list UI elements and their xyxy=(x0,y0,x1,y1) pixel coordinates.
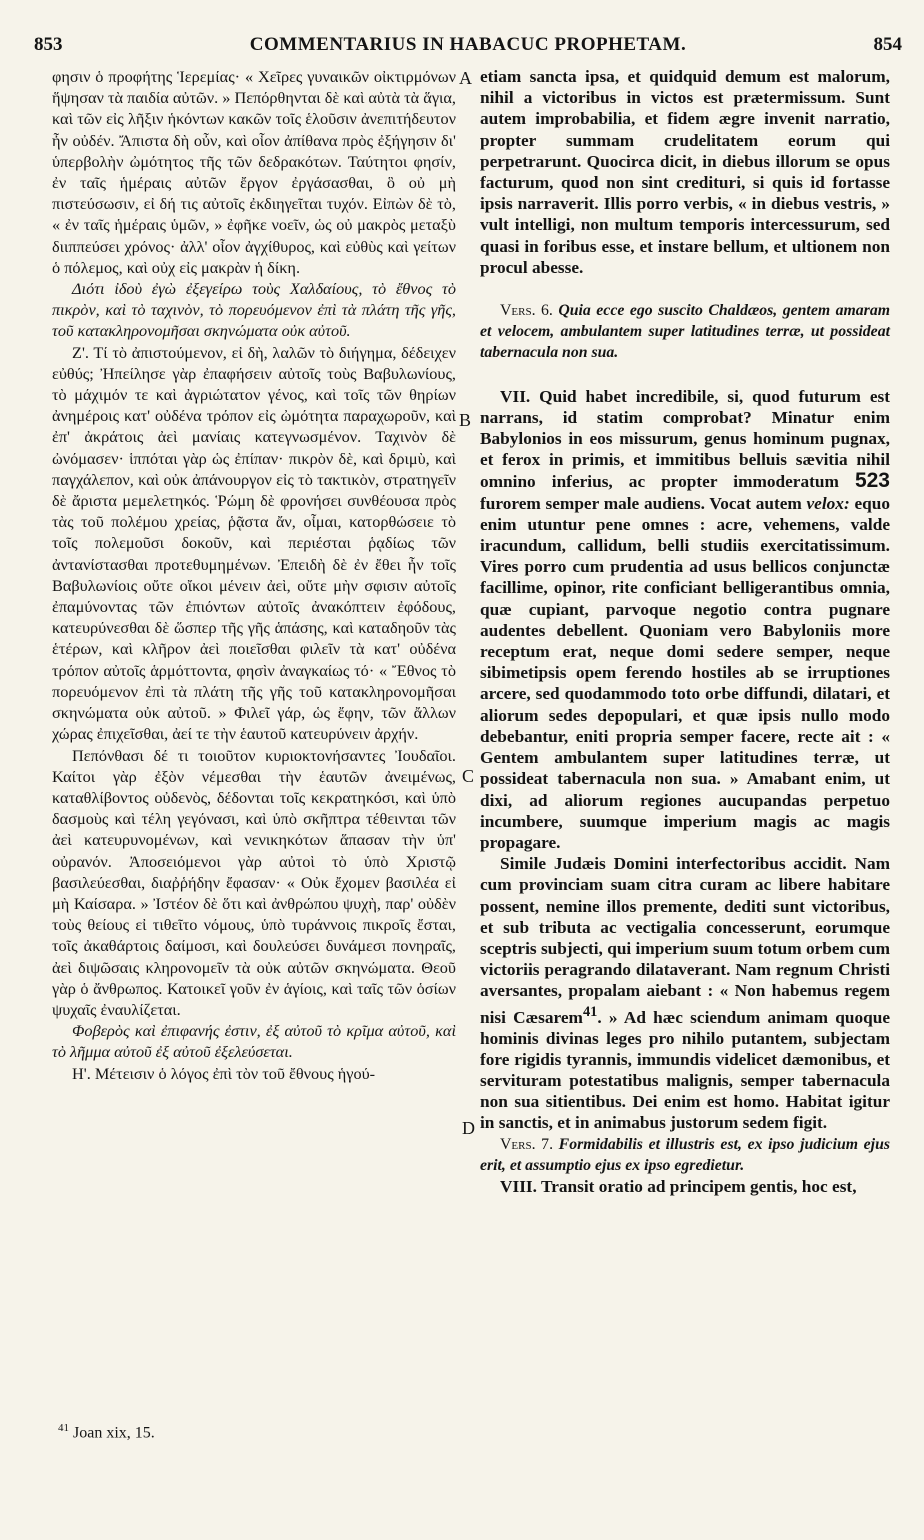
page-number-right: 854 xyxy=(873,34,902,55)
margin-marker-b: B xyxy=(459,410,472,430)
latin-text: . » Ad hæc sciendum animam quoque hominis divinas leges pro nihilo putantem, subjectam fore rigidis tyrannis, immundis videlicet dæmonibus, et servituram potestatibus malignis, semper tabernacula non sua sitientibus. Dei enim est homo. Habitat igitur in sanctis, et in animabus justorum sedem figit. xyxy=(480,1007,890,1133)
greek-paragraph: Η'. Μέτεισιν ὁ λόγος ἐπὶ τὸν τοῦ ἔθνους ἡγού- xyxy=(72,1063,376,1083)
latin-paragraph xyxy=(480,853,890,1133)
page-header xyxy=(34,34,902,64)
verse-label: Vers. 6. xyxy=(500,302,553,320)
greek-paragraph: Πεπόνθασι δέ τι τοιοῦτον κυριοκτονήσαντες Ἰουδαῖοι. Καίτοι γὰρ ἐξὸν νέμεσθαι τὴν ἑαυτῶν ἀνειμένως, καταθλίβοντος οὐδενὸς, δέδονται τοῖς κεκρατηκόσι, καὶ ὑπὸ δασμοὺς καὶ τέλη γεγόνασι, καὶ ὑπὸ σκῆπτρα τέθεινται τῶν ἀεὶ κατευρυνομένων, καὶ νενικηκότων ἅπασαν τὴν ὑπ' οὐρανόν. Ἀποσειόμενοι γὰρ αὐτοὶ τὸ ὑπὸ Χριστῷ βασιλεύεσθαι, διαῤῥήδην ἔφασαν· « Οὐκ ἔχομεν βασιλέα εἰ μὴ Καίσαρα. » Ἰστέον δὲ ὅτι καὶ ἀνθρώπου ψυχὴ, παρ' οὐδὲν τοὺς θείους εἰ τιθεῖτο νόμους, ὑπὸ τυράννοις πικροῖς ἔσται, τοῖς ἀκαθάρτοις δαίμοσι, καὶ δουλεύσει δυνάμεσι πονηραῖς, ἀεὶ διψῶσαις κληρονομεῖν τὰ οὐκ αὐτῶν σκηνώματα. Θεοῦ γὰρ ὁ ἄνθρωπος. Κατοικεῖ γοῦν ἐν ἁγίοις, καὶ ταῖς τῶν ὁσίων ψυχαῖς ἐναυλίζεται. xyxy=(52,745,456,1019)
latin-paragraph: VIII. Transit oratio ad principem gentis, hoc est, xyxy=(500,1176,857,1196)
latin-column xyxy=(480,66,890,1197)
greek-verse-6: Διότι ἰδοὺ ἐγὼ ἐξεγείρω τοὺς Χαλδαίους, τὸ ἔθνος τὸ πικρὸν, καὶ τὸ ταχινὸν, τὸ πορευόμενον ἐπὶ τὰ πλάτη τῆς γῆς, τοῦ κατακληρονομῆσαι σκηνώματα οὐκ αὐτοῦ. xyxy=(52,279,456,341)
running-title: COMMENTARIUS IN HABACUC PROPHETAM. xyxy=(249,34,687,55)
latin-italic-word: velox: xyxy=(806,493,850,513)
greek-paragraph: φησιν ὁ προφήτης Ἱερεμίας· « Χεῖρες γυναικῶν οἰκτιρμόνων ἥψησαν τὰ παιδία αὐτῶν. » Πεπόρθηνται δὲ καὶ αὐτὰ τὰ ἅγια, καὶ τῶν εἰς λῆξιν ἡκόντων κακῶν τοῖς ἑλοῦσιν ἀνεπιτήδευτον ἦν οὐδέν. Ἄπιστα δὴ οὖν, καὶ οἷον ἀπίθανα πρὸς ἐξήγησιν δι' ὑπερβολὴν ὠμότητος τῆς τῶν δεδρακότων. Ταύτητοι φησίν, ἐν ταῖς ἡμέραις αὐτῶν ἔργον ἐργάσασθαι, ὃ οὐ μὴ πιστεύσωσιν, εἰ δή τις αὐτοῖς ἐκδιηγεῖται τυχόν. Εἰπὼν δὲ τὸ, « ἐν ταῖς ἡμέραις ὑμῶν, » ἐφῆκε νοεῖν, ὡς οὐ μακρὸς μεταξὺ διιππεύσει χρόνος· ἀλλ' οἷον ἀγχίθυρος, καὶ εὐθὺς καὶ γείτων ὁ πόλεμος, καὶ οὐχ εἰς μακρὰν ἡ δίκη. xyxy=(52,67,456,277)
latin-paragraph xyxy=(480,386,890,853)
latin-text: VII. Quid habet incredibile, si, quod futurum est narrans, id statim comprobat? Minatur enim Babylonios in eos missurum, genus hominum pugnax, et ferox in primis, et immitibus belluis sævitia nihil omnino inferius, ac propter immoderatum xyxy=(480,386,890,492)
footnote-text: Joan xix, 15. xyxy=(73,1424,155,1442)
footnote xyxy=(58,1422,155,1442)
verse-label: Vers. 7. xyxy=(500,1135,554,1153)
margin-marker-a: A xyxy=(459,68,472,88)
latin-verse-6 xyxy=(480,300,890,364)
latin-verse-7 xyxy=(480,1134,890,1176)
page-number-left: 853 xyxy=(34,34,63,55)
greek-verse-7: Φοβερὸς καὶ ἐπιφανής ἐστιν, ἐξ αὐτοῦ τὸ κρῖμα αὐτοῦ, καὶ τὸ λῆμμα αὐτοῦ ἐξ αὐτοῦ ἐξελεύσεται. xyxy=(52,1021,456,1062)
footnote-number: 41 xyxy=(58,1422,69,1434)
margin-marker-c: C xyxy=(462,766,475,786)
latin-paragraph: etiam sancta ipsa, et quidquid demum est malorum, nihil a victoribus in victos est prætermissum. Sunt autem improbabilia, et fidem ægre invenit narratio, propter summam crudelitatem eorum qui perpetrarunt. Quocirca dicit, in diebus illorum se opus facturum, quod non sint credituri, si quis id fortasse ipsis narraverit. Illis porro verbis, « in diebus vestris, » vult intelligi, non multum temporis intercessurum, sed quasi in foribus esse, et instare bellum, et ultionem non procul abesse. xyxy=(480,67,890,277)
latin-text: furorem semper male audiens. Vocat autem xyxy=(480,493,802,513)
footnote-ref: 41 xyxy=(582,1003,598,1020)
column-number: 523 xyxy=(854,469,890,493)
verse-text: Formidabilis et illustris est, ex ipso judicium ejus erit, et assumptio ejus ex ipso egredietur. xyxy=(480,1135,891,1174)
latin-text: Simile Judæis Domini interfectoribus accidit. Nam cum provinciam suam citra curam ac libere habitare possent, nemine illos premente, dediti sunt victoribus, et sub tributa ac vectigalia concesserunt, eorumque sceptris subjecti, qui imperium suum totum orbem cum victoriis peragrando dilataverant. Nam regnum Christi aversantes, propalam aiebant : « Non habemus regem nisi Cæsarem xyxy=(480,854,890,1027)
margin-marker-d: D xyxy=(462,1118,475,1138)
greek-column xyxy=(52,66,456,1084)
greek-paragraph: Ζ'. Τί τὸ ἀπιστούμενον, εἰ δὴ, λαλῶν τὸ διήγημα, δέδειχεν εὐθύς; Ἠπείλησε γὰρ ἐπαφήσειν αὐτοῖς τοὺς Βαβυλωνίους, τὸ μάχιμόν τε καὶ ἀγριώτατον γένος, καὶ τοῖς τῶν θηρίων ἀνημέροις κατ' οὐδένα τρόπον εἰς ὠμότητα παραχωροῦν, καὶ ἐπ' ἀκράτοις ἀεὶ μανίαις κατεγνωσμένον. Ταχινὸν δὲ ὠνόμασεν· ἱππόται γὰρ ὡς ἐπίπαν· πικρὸν δὲ, καὶ δριμὺ, καὶ παγχάλεπον, καὶ οὐκ ἀπάνουργον εἰς τὸ τακτικὸν, στρατηγεῖν δὲ ἄριστα μεμελετηκός. Ῥώμη δὲ φρονήσει συνθέουσα πρὸς τὰς τοῦ πολέμου χρείας, ῥᾷστα ἄν, οἶμαι, κατορθώσειε τὸ τοῖς πολεμοῦσι δοκοῦν, καὶ περιέσται ῥᾳδίως τῶν ἀντανίστασθαι προτεθυμημένων. Ἐπειδὴ δὲ ἐν ἔθει ἦν τοῖς Βαβυλωνίοις οὔτε οἴκοι μένειν ἀεὶ, οὔτε μὴν σφισιν αὐτοῖς ἐπαμύνοντας τῶν ἐπιόντων αὐτοῖς ἀνακόπτειν ἐφόδους, κατευρύνεσθαι δὲ ὥσπερ τῆς γῆς ἁπάσης, καὶ καταδηοῦν τὰς ἑτέρων, καὶ κλῆρον ἀεὶ ποιεῖσθαι φιλεῖν τὰ κατ' οὐδένα τρόπον αὐτοῖς ἁρμόττοντα, φησὶν ἀναγκαίως τό· « Ἔθνος τὸ πορευόμενον ἐπὶ τὰ πλάτη τῆς γῆς τοῦ κατακληρονομῆσαι σκηνώματα οὐκ αὐτοῦ. » Φιλεῖ γάρ, ὡς ἔφην, τῶν ἄλλων χώρας ἐπιχεῖσθαι, ἀεί τε τὴν ἑαυτοῦ κατευρύνειν ἀρχήν. xyxy=(52,342,456,744)
verse-text: Quia ecce ego suscito Chaldæos, gentem amaram et velocem, ambulantem super latitudines terræ, ut possideat tabernacula non sua. xyxy=(480,302,891,362)
latin-text: equo enim utuntur pene omnes : acre, vehemens, valde iracundum, callidum, belli studiis exercitatissimum. Vires porro cum prudentia ad usus bellicos conjunctæ facillime, opinor, rite conficiant belligerantibus omnia, quæ cupiant, parvoque negotio contra pugnare audentes debellent. Quoniam vero Babyloniis more receptum erat, neque domi sedere semper, neque sibimetipsis opem ferendo hostiles ab se irruptiones arcere, sed quodammodo toto orbe diffundi, dilatari, et aliorum sedes depopulari, et quæ ipsis nullo modo debebantur, eniti propria semper facere, recte ait : « Gentem ambulantem super latitudines terræ, ut possideat tabernacula non sua. » Amabant enim, ut dixi, ad aliorum regiones aucupandas perpetuo incumbere, suumque imperium magis ac magis propagare. xyxy=(480,493,890,852)
